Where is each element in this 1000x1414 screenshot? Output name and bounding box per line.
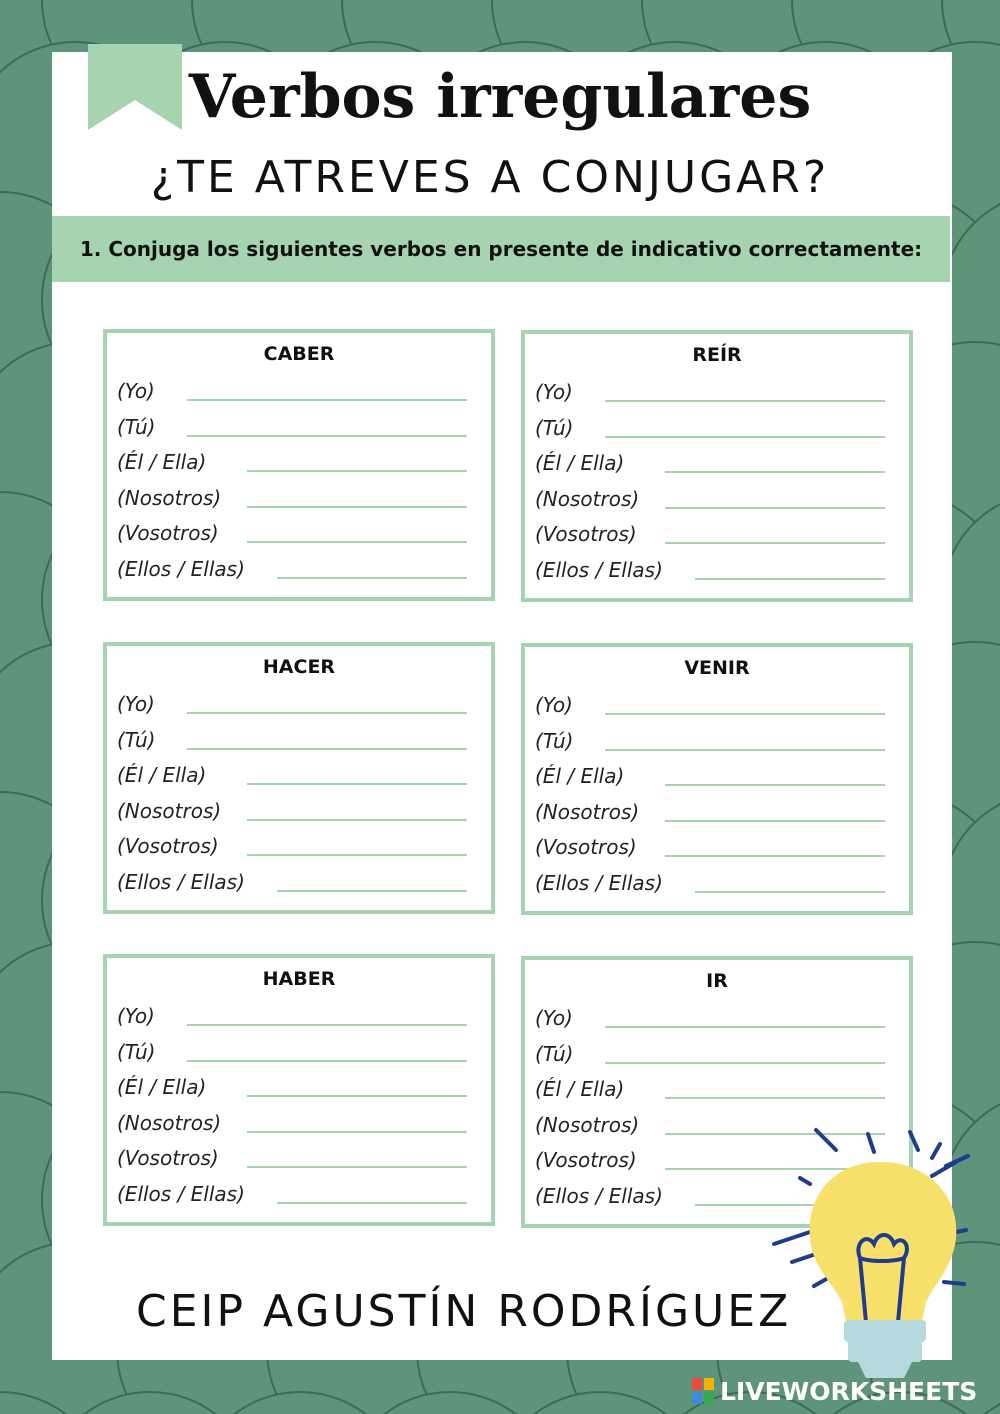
conjugation-row (117, 1067, 467, 1099)
pronoun-label: (Nosotros) (535, 1112, 640, 1137)
verb-box-haber (103, 954, 495, 1226)
verb-box-caber (103, 329, 495, 601)
answer-blank[interactable] (277, 575, 467, 579)
conjugation-row (535, 756, 885, 788)
conjugation-row (535, 550, 885, 582)
answer-blank[interactable] (247, 1164, 467, 1168)
pronoun-label: (Nosotros) (117, 485, 222, 510)
pronoun-label: (Tú) (535, 728, 574, 753)
verb-title: VENIR (684, 657, 750, 679)
answer-blank[interactable] (665, 469, 885, 473)
pronoun-label: (Él / Ella) (535, 451, 625, 476)
conjugation-row (535, 514, 885, 546)
pronoun-label: (Él / Ella) (117, 763, 207, 788)
pronoun-label: (Ellos / Ellas) (117, 557, 245, 581)
conjugation-row (117, 371, 467, 403)
answer-blank[interactable] (277, 1200, 467, 1204)
pronoun-label: (Nosotros) (117, 798, 222, 823)
answer-blank[interactable] (665, 1095, 885, 1099)
verb-title: HACER (262, 656, 336, 678)
conjugation-row (117, 1103, 467, 1135)
answer-blank[interactable] (187, 433, 467, 437)
pronoun-label: (Tú) (535, 1041, 574, 1066)
answer-blank[interactable] (187, 1022, 467, 1026)
conjugation-row (117, 407, 467, 439)
instruction-banner: 1. Conjuga los siguientes verbos en presente de indicativo correctamente: (52, 216, 950, 282)
conjugation-row (535, 372, 885, 404)
conjugation-row (535, 863, 885, 895)
pronoun-label: (Ellos / Ellas) (117, 1182, 245, 1206)
answer-blank[interactable] (605, 398, 885, 402)
answer-blank[interactable] (247, 1129, 467, 1133)
pronoun-label: (Yo) (117, 1004, 155, 1028)
conjugation-row (117, 755, 467, 787)
answer-blank[interactable] (665, 505, 885, 509)
answer-blank[interactable] (605, 711, 885, 715)
conjugation-row (535, 1034, 885, 1066)
pronoun-label: (Ellos / Ellas) (535, 871, 663, 895)
answer-blank[interactable] (247, 539, 467, 543)
answer-blank[interactable] (277, 888, 467, 892)
pronoun-label: (Vosotros) (535, 835, 637, 860)
pronoun-label: (Nosotros) (117, 1110, 222, 1135)
answer-blank[interactable] (247, 817, 467, 821)
pronoun-label: (Yo) (535, 380, 573, 404)
lightbulb-icon (770, 1126, 970, 1382)
page-subtitle: ¿TE ATREVES A CONJUGAR? (150, 152, 830, 203)
verb-title: CABER (263, 343, 335, 365)
answer-blank[interactable] (605, 1060, 885, 1064)
answer-blank[interactable] (187, 1058, 467, 1062)
conjugation-row (535, 827, 885, 859)
conjugation-row (535, 792, 885, 824)
answer-blank[interactable] (187, 746, 467, 750)
conjugation-row (117, 1032, 467, 1064)
answer-blank[interactable] (665, 818, 885, 822)
conjugation-row (117, 549, 467, 581)
pronoun-label: (Ellos / Ellas) (535, 558, 663, 582)
conjugation-row (535, 721, 885, 753)
pronoun-label: (Vosotros) (117, 521, 219, 546)
answer-blank[interactable] (665, 853, 885, 857)
pronoun-label: (Yo) (535, 693, 573, 717)
conjugation-row (117, 684, 467, 716)
answer-blank[interactable] (247, 1093, 467, 1097)
conjugation-row (535, 1069, 885, 1101)
conjugation-row (117, 513, 467, 545)
conjugation-row (535, 685, 885, 717)
pronoun-label: (Yo) (117, 379, 155, 403)
verb-box-hacer (103, 642, 495, 914)
pronoun-label: (Tú) (535, 415, 574, 440)
pronoun-label: (Vosotros) (117, 1146, 219, 1171)
verb-box-reír (521, 330, 913, 602)
pronoun-label: (Nosotros) (535, 799, 640, 824)
pronoun-label: (Vosotros) (535, 1148, 637, 1173)
answer-blank[interactable] (187, 710, 467, 714)
conjugation-row (117, 720, 467, 752)
answer-blank[interactable] (187, 397, 467, 401)
conjugation-row (535, 998, 885, 1030)
verb-title: IR (706, 970, 728, 992)
page-title: Verbos irregulares (188, 62, 812, 132)
conjugation-row (117, 862, 467, 894)
pronoun-label: (Vosotros) (117, 834, 219, 859)
answer-blank[interactable] (247, 468, 467, 472)
pronoun-label: (Él / Ella) (117, 450, 207, 475)
answer-blank[interactable] (605, 434, 885, 438)
answer-blank[interactable] (665, 782, 885, 786)
conjugation-row (117, 478, 467, 510)
conjugation-row (117, 1174, 467, 1206)
pronoun-label: (Él / Ella) (117, 1075, 207, 1100)
answer-blank[interactable] (665, 540, 885, 544)
pronoun-label: (Vosotros) (535, 522, 637, 547)
pronoun-label: (Tú) (117, 414, 156, 439)
pronoun-label: (Ellos / Ellas) (535, 1184, 663, 1208)
answer-blank[interactable] (247, 852, 467, 856)
pronoun-label: (Yo) (535, 1006, 573, 1030)
pronoun-label: (Él / Ella) (535, 764, 625, 789)
conjugation-row (535, 408, 885, 440)
answer-blank[interactable] (695, 576, 885, 580)
school-name: CEIP AGUSTÍN RODRÍGUEZ (136, 1286, 792, 1337)
verb-title: REÍR (692, 344, 742, 366)
answer-blank[interactable] (247, 504, 467, 508)
pronoun-label: (Ellos / Ellas) (117, 870, 245, 894)
conjugation-row (117, 1138, 467, 1170)
brand-watermark (692, 1374, 992, 1408)
answer-blank[interactable] (605, 747, 885, 751)
conjugation-row (117, 826, 467, 858)
answer-blank[interactable] (695, 889, 885, 893)
answer-blank[interactable] (605, 1024, 885, 1028)
conjugation-row (535, 479, 885, 511)
pronoun-label: (Tú) (117, 727, 156, 752)
conjugation-row (117, 791, 467, 823)
pronoun-label: (Yo) (117, 692, 155, 716)
liveworksheets-logo-icon (692, 1378, 714, 1404)
pronoun-label: (Tú) (117, 1039, 156, 1064)
brand-text: LIVEWORKSHEETS (720, 1376, 978, 1406)
conjugation-row (117, 442, 467, 474)
verb-box-venir (521, 643, 913, 915)
conjugation-row (535, 443, 885, 475)
answer-blank[interactable] (247, 781, 467, 785)
pronoun-label: (Él / Ella) (535, 1077, 625, 1102)
verb-title: HABER (262, 968, 336, 990)
pronoun-label: (Nosotros) (535, 486, 640, 511)
conjugation-row (117, 996, 467, 1028)
